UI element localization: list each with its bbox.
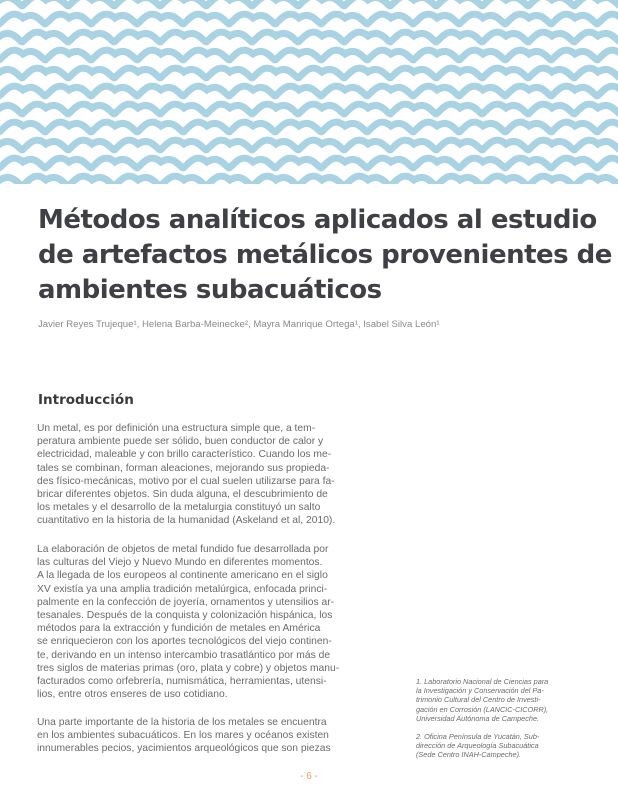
text-line: métodos para la extracción y fundición de metales en América bbox=[37, 623, 321, 635]
text-line: Un metal, es por definición una estructura simple que, a tem- bbox=[37, 423, 316, 434]
title-line: ambientes subacuáticos bbox=[38, 275, 382, 305]
footnote-line: gación en Corrosión (LANCIC-CICORR), bbox=[416, 704, 549, 714]
section-heading: Introducción bbox=[38, 392, 134, 408]
footnote bbox=[416, 732, 586, 760]
body-paragraph bbox=[37, 543, 392, 701]
footnote-line: dirección de Arqueología Subacuática bbox=[416, 741, 539, 751]
text-line: los metales y el desarrollo de la metalurgia constituyó un salto bbox=[37, 502, 321, 514]
footnotes bbox=[416, 677, 586, 769]
article-title bbox=[38, 203, 612, 308]
text-line: A la llegada de los europeos al continente americano en el siglo bbox=[37, 570, 328, 582]
wave-pattern-banner bbox=[0, 0, 618, 184]
text-line: en los ambientes subacuáticos. En los mares y océanos existen bbox=[37, 730, 329, 742]
text-line: facturados como orfebrería, numismática, herramientas, utensi- bbox=[37, 676, 327, 688]
text-line: electricidad, maleable y con brillo característico. Cuando los me- bbox=[37, 449, 332, 461]
text-line: des físico-mecánicas, motivo por el cual suelen utilizarse para fa- bbox=[37, 475, 335, 487]
text-line: las culturas del Viejo y Nuevo Mundo en diferentes momentos. bbox=[37, 557, 323, 569]
text-line: peratura ambiente puede ser sólido, buen conductor de calor y bbox=[37, 436, 324, 448]
footnote-line: trimonio Cultural del Centro de Investi- bbox=[416, 695, 541, 705]
text-line: tales se combinan, forman aleaciones, mejorando sus propieda- bbox=[37, 462, 330, 474]
body-paragraph bbox=[37, 422, 392, 528]
body-paragraph bbox=[37, 716, 392, 756]
text-line: cuantitativo en la historia de la humanidad (Askeland et al, 2010). bbox=[37, 515, 336, 527]
footnote-line: (Sede Centro INAH-Campeche). bbox=[416, 750, 522, 760]
author-list: Javier Reyes Trujeque¹, Helena Barba-Meinecke², Mayra Manrique Ortega¹, Isabel Silva León¹ bbox=[38, 319, 440, 330]
footnote-line: Universidad Autónoma de Campeche. bbox=[416, 713, 540, 723]
text-line: palmente en la confección de joyería, ornamentos y utensilios ar- bbox=[37, 596, 335, 608]
title-line: de artefactos metálicos provenientes de bbox=[38, 240, 612, 270]
text-line: tesanales. Después de la conquista y colonización hispánica, los bbox=[37, 610, 333, 622]
text-line: La elaboración de objetos de metal fundido fue desarrollada por bbox=[37, 544, 329, 555]
wave-pattern-graphic bbox=[0, 0, 618, 184]
title-line: Métodos analíticos aplicados al estudio bbox=[38, 205, 597, 235]
text-line: bricar diferentes objetos. Sin duda alguna, el descubrimiento de bbox=[37, 489, 328, 501]
footnote-line: 2. Oficina Península de Yucatán, Sub- bbox=[416, 732, 540, 742]
footnote-line: 1. Laboratorio Nacional de Ciencias para bbox=[416, 677, 549, 686]
page-number: - 6 - bbox=[300, 771, 318, 782]
footnote-line: la Investigación y Conservación del Pa- bbox=[416, 686, 544, 696]
footnote-divider bbox=[416, 664, 586, 665]
text-line: lios, entre otros enseres de uso cotidiano. bbox=[37, 689, 228, 701]
text-line: se enriquecieron con los aportes tecnológicos del viejo continen- bbox=[37, 636, 332, 648]
text-line: innumerables pecios, yacimientos arqueológicos que son piezas bbox=[37, 743, 331, 755]
text-line: tres siglos de materias primas (oro, plata y cobre) y objetos manu- bbox=[37, 662, 340, 674]
text-line: te, derivando en un intenso intercambio trasatlántico por más de bbox=[37, 649, 331, 661]
text-line: XV existía ya una amplia tradición metalúrgica, enfocada princi- bbox=[37, 583, 328, 595]
text-line: Una parte importante de la historia de los metales se encuentra bbox=[37, 717, 327, 728]
footnote bbox=[416, 677, 586, 723]
